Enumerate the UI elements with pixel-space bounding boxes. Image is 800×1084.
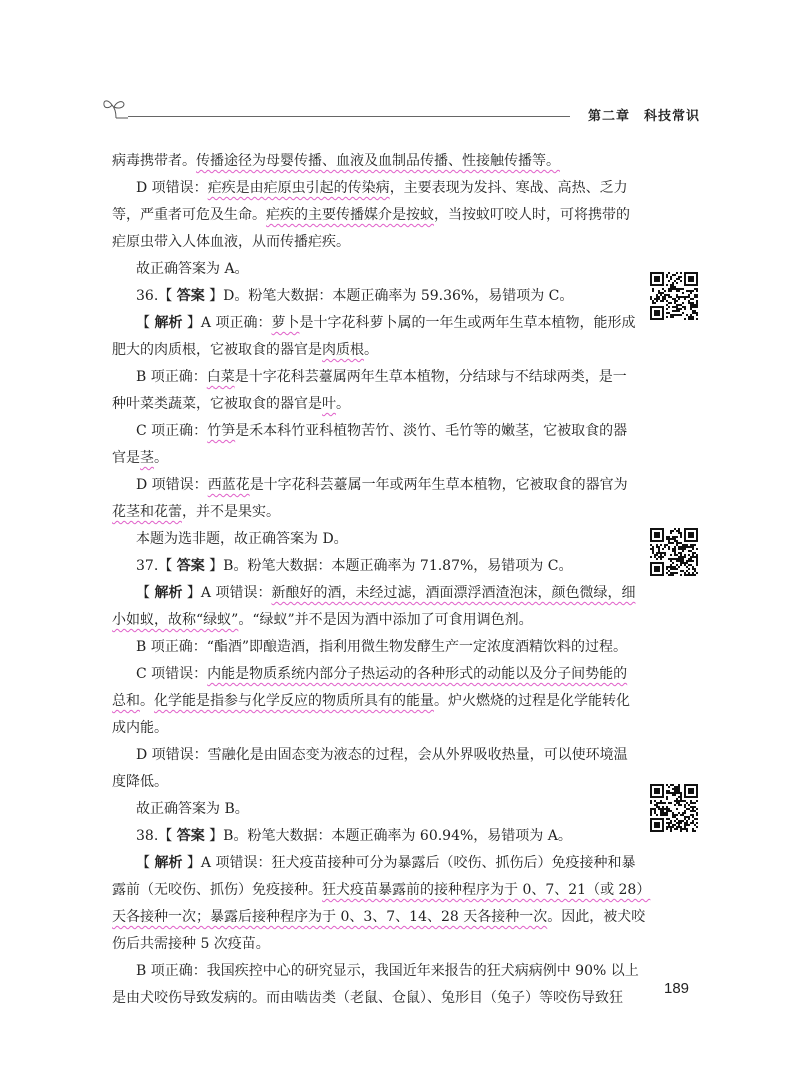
underlined-phrase: 传播途径为母婴传播、血液及血制品传播、性接触传播等。 (196, 153, 560, 169)
underlined-phrase: 白菜 (206, 369, 235, 385)
text-segment: 是十字花科萝卜属的一年生或两年生草本植物，能形成 (299, 315, 636, 331)
text-segment: 本题为选非题，故正确答案为 D。 (136, 531, 348, 547)
text-line (112, 769, 624, 796)
underlined-phrase: 疟疾是由疟原虫引起的传染病 (207, 180, 390, 196)
text-line (112, 499, 624, 526)
text-segment: 】A 项错误：狂犬疫苗接种可分为暴露后（咬伤、抓伤后）免疫接种和暴 (182, 855, 636, 871)
text-line (112, 688, 630, 715)
chapter-title (588, 105, 700, 124)
text-segment: 。因此，被犬咬 (547, 909, 646, 925)
text-segment: 。 (154, 450, 168, 466)
text-line (112, 148, 624, 175)
text-line (112, 985, 624, 1012)
text-line (112, 418, 628, 445)
qr-code-icon[interactable] (650, 272, 698, 320)
text-segment: 官是 (112, 450, 140, 466)
bold-label: 答案 (176, 288, 205, 304)
text-segment: 肥大的肉质根，它被取食的器官是 (112, 342, 322, 358)
text-segment: D 项错误： (136, 180, 208, 196)
bold-label: 解析 (154, 585, 183, 601)
text-line (112, 445, 624, 472)
text-segment: 【 (136, 585, 155, 601)
text-segment: 】A 项正确： (182, 315, 272, 331)
text-line (112, 202, 630, 229)
text-segment: 。 (364, 342, 378, 358)
answer-explanations (112, 148, 651, 1012)
text-line (112, 931, 624, 958)
underlined-phrase: 茎 (140, 450, 154, 466)
text-line (112, 607, 624, 634)
text-line (112, 391, 624, 418)
underlined-phrase: 叶 (322, 396, 336, 412)
text-segment: B 项正确： (136, 369, 207, 385)
text-line (112, 310, 636, 337)
text-segment: 故正确答案为 B。 (136, 801, 249, 817)
underlined-phrase: 西蓝花 (207, 477, 250, 493)
underlined-phrase: 小如蚁，故称“绿蚁” (112, 612, 239, 628)
text-line (112, 823, 624, 850)
text-segment: C 项正确： (136, 423, 208, 439)
text-segment: 38.【 (136, 828, 177, 844)
text-segment: 露前（无咬伤、抓伤）免疫接种。 (112, 882, 322, 898)
text-line (112, 958, 639, 985)
text-segment: 疟原虫带入人体血液，从而传播疟疾。 (112, 234, 350, 250)
text-segment: ，并不是果实。 (182, 504, 280, 520)
text-segment: 】B。粉笔大数据：本题正确率为 71.87%，易错项为 C。 (204, 558, 573, 574)
text-line (112, 553, 624, 580)
underlined-phrase: 竹笋 (207, 423, 236, 439)
text-segment: 】A 项错误： (182, 585, 272, 601)
text-segment: 伤后共需接种 5 次疫苗。 (112, 936, 270, 952)
text-line (112, 715, 624, 742)
text-segment: 成内能。 (112, 720, 168, 736)
text-line (112, 526, 624, 553)
text-line (112, 364, 627, 391)
text-line (112, 229, 624, 256)
underlined-phrase: 花茎和花蕾 (112, 504, 182, 520)
text-segment: D 项错误：雪融化是由固态变为液态的过程，会从外界吸收热量，可以使环境温 (136, 747, 628, 763)
bold-label: 解析 (154, 315, 183, 331)
text-line (112, 256, 624, 283)
text-segment: 。炉火燃烧的过程是化学能转化 (434, 693, 630, 709)
text-segment: B 项正确：“酯酒”即酿造酒，指利用微生物发酵生产一定浓度酒精饮料的过程。 (136, 639, 628, 655)
text-segment: ，主要表现为发抖、寒战、高热、乏力 (389, 180, 628, 196)
text-segment: 度降低。 (112, 774, 168, 790)
text-segment: 。 (140, 693, 154, 709)
header-rule (128, 116, 570, 117)
text-segment: 种叶菜类蔬菜，它被取食的器官是 (112, 396, 322, 412)
underlined-phrase: 化学能是指参与化学反应的物质所具有的能量 (154, 693, 434, 709)
text-segment: D 项错误： (136, 477, 208, 493)
underlined-phrase: 总和 (112, 693, 140, 709)
text-line (112, 175, 628, 202)
text-line (112, 796, 624, 823)
text-segment: 。 (336, 396, 350, 412)
text-line (112, 742, 628, 769)
text-line (112, 580, 636, 607)
text-segment: 。“绿蚁”并不是因为酒中添加了可食用调色剂。 (238, 612, 533, 628)
text-line (112, 661, 628, 688)
text-line (112, 634, 628, 661)
underlined-phrase: 萝卜 (271, 315, 300, 331)
text-line (112, 283, 624, 310)
text-line (112, 337, 624, 364)
underlined-phrase: 肉质根 (322, 342, 364, 358)
text-segment: 【 (136, 855, 155, 871)
text-line (112, 904, 646, 931)
chapter-section: 科技常识 (643, 109, 700, 124)
bold-label: 解析 (154, 855, 183, 871)
text-segment: C 项错误： (136, 666, 208, 682)
text-segment: 等，严重者可危及生命。 (112, 207, 266, 223)
running-header (102, 96, 700, 128)
text-segment: 是由犬咬伤导致发病的。而由啮齿类（老鼠、仓鼠）、兔形目（兔子）等咬伤导致狂 (112, 990, 623, 1006)
underlined-phrase: 狂犬疫苗暴露前的接种程序为于 0、7、21（或 28） (322, 882, 651, 898)
text-segment: 36.【 (136, 288, 177, 304)
page-number: 189 (664, 980, 690, 997)
text-segment: 病毒携带者。 (112, 153, 196, 169)
qr-code-icon[interactable] (650, 784, 698, 832)
text-segment: 】D。粉笔大数据：本题正确率为 59.36%，易错项为 C。 (204, 288, 574, 304)
text-segment: 故正确答案为 A。 (136, 261, 249, 277)
text-segment: B 项正确：我国疾控中心的研究显示，我国近年来报告的狂犬病病例中 90% 以上 (136, 963, 639, 979)
text-line (112, 877, 651, 904)
text-line (112, 850, 636, 877)
text-segment: 37.【 (136, 558, 177, 574)
underlined-phrase: 内能是物质系统内部分子热运动的各种形式的动能以及分子间势能的 (207, 666, 628, 682)
underlined-phrase: 疟疾的主要传播媒介是按蚊 (266, 207, 434, 223)
qr-code-icon[interactable] (650, 528, 698, 576)
bold-label: 答案 (176, 558, 205, 574)
text-segment: 】B。粉笔大数据：本题正确率为 60.94%，易错项为 A。 (204, 828, 572, 844)
underlined-phrase: 新酿好的酒，未经过滤，酒面漂浮酒渣泡沫，颜色微绿，细 (271, 585, 636, 601)
text-line (112, 472, 628, 499)
chapter-number: 第二章 (587, 109, 630, 124)
underlined-phrase: 天各接种一次；暴露后接种程序为于 0、3、7、14、28 天各接种一次 (112, 909, 548, 925)
bold-label: 答案 (176, 828, 205, 844)
text-segment: 是十字花科芸薹属两年生草本植物，分结球与不结球两类，是一 (234, 369, 627, 385)
text-segment: 是禾本科竹亚科植物苦竹、淡竹、毛竹等的嫩茎，它被取食的器 (235, 423, 628, 439)
text-segment: ，当按蚊叮咬人时，可将携带的 (434, 207, 630, 223)
text-segment: 【 (136, 315, 155, 331)
text-segment: 是十字花科芸薹属一年或两年生草本植物，它被取食的器官为 (249, 477, 628, 493)
